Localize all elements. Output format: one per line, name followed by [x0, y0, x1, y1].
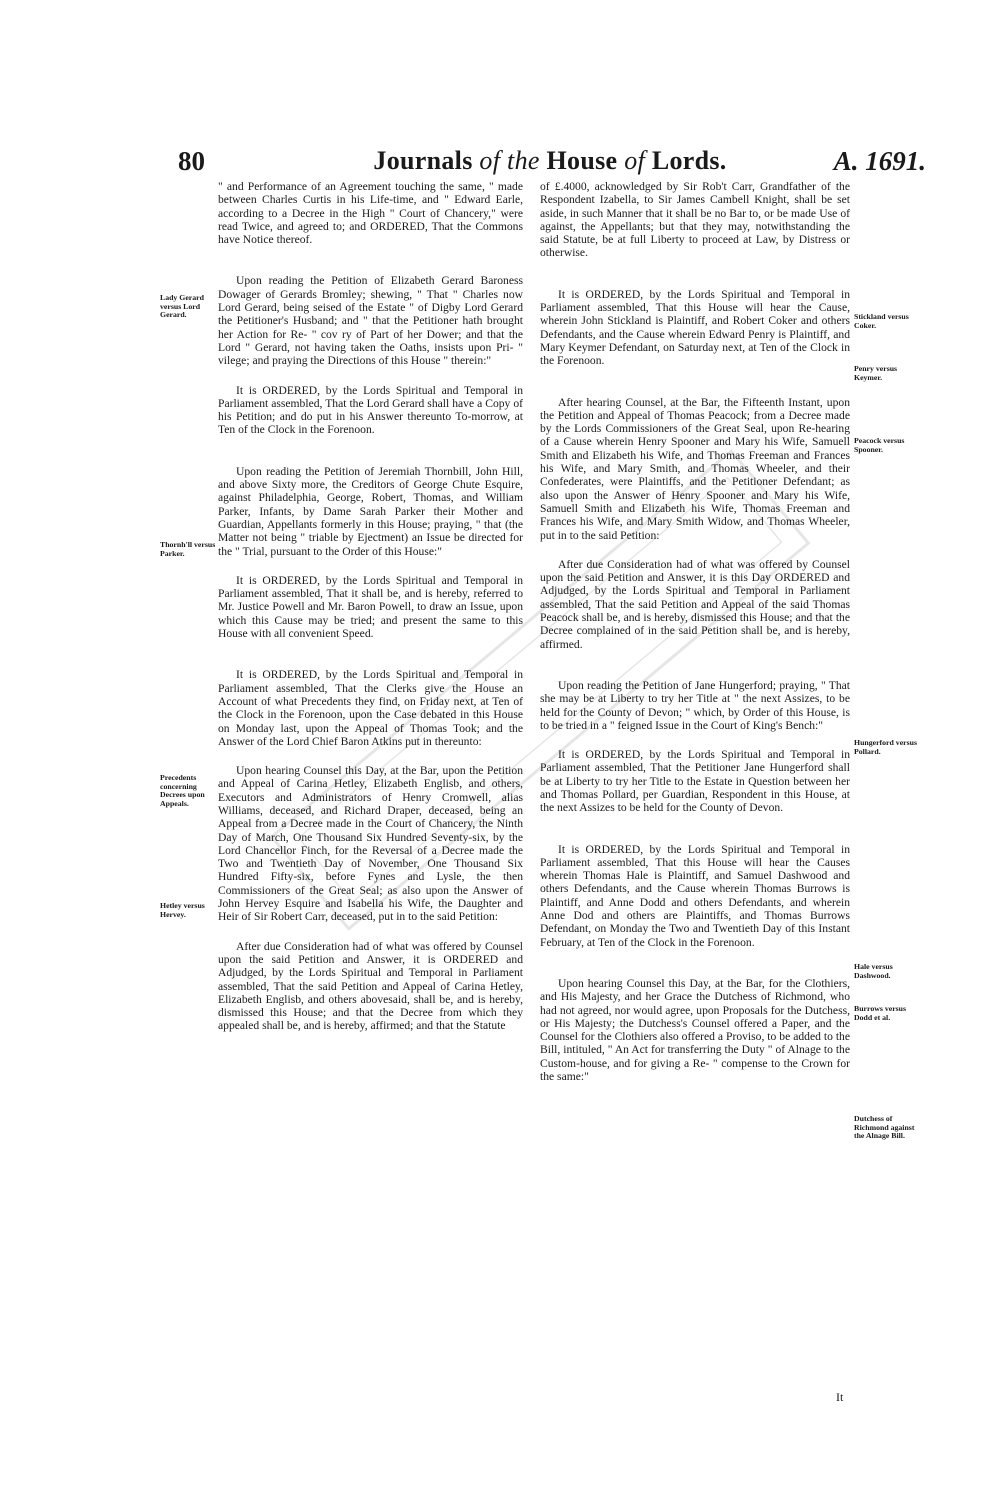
margin-note-dutchess: Dutchess of Richmond against the Alnage Bill.	[854, 1114, 915, 1141]
paragraph: Upon reading the Petition of Jeremiah Thornbill, John Hill, and above Sixty more, the Creditors of George Chute Esquire, against Philadelphia, George, Robert, Thomas, and William Parker, Infants, by Dame Sarah Parker their Mother and Guardian, Appellants formerly in this House; praying, " that (the Matter not being " triable by Ejectment) an Issue be directed for the " Trial, pursuant to the Order of this House:"	[218, 464, 523, 558]
catchword: It	[836, 1390, 844, 1404]
paragraph: Upon hearing Counsel this Day, at the Bar, for the Clothiers, and His Majesty, and her Grace the Dutchess of Richmond, who had not agreed, nor would agree, upon Proposals for the Dutchess, or His Majesty; the Dutchess's Counsel offered a Paper, and the Counsel for the Clothiers also offered a Proviso, to be added to the Bill, intituled, " An Act for transferring the Duty " of Alnage to the Custom-house, and for giving a Re- " compense to the Crown for the same:"	[540, 976, 850, 1084]
paragraph: It is ORDERED, by the Lords Spiritual and Temporal in Parliament assembled, That this House will hear the Causes wherein Thomas Hale is Plaintiff, and Samuel Dashwood and others Defendants, and the Cause wherein Thomas Burrows is Plaintiff, and Anne Dodd and others Defendants, and wherein Anne Dod and others are Plaintiffs, and Thomas Burrows Defendant, on Monday the Two and Twentieth Day of this Instant February, at Ten of the Clock in the Forenoon.	[540, 842, 850, 949]
paragraph: of £.4000, acknowledged by Sir Rob't Carr, Grandfather of the Respondent Izabella, to Sir James Cambell Knight, shall be set aside, in such Manner that it shall be no Bar to, or be made Use of against, the Appellants; but that they may, notwithstanding the said Statute, be at full Liberty to proceed at Law, by Distress or otherwise.	[540, 180, 850, 260]
margin-note-peacock: Peacock versus Spooner.	[854, 436, 905, 454]
paragraph: Upon hearing Counsel this Day, at the Bar, upon the Petition and Appeal of Carina Hetley, Elizabeth Englisb, and others, Executors and Administrators of Henry Cromwell, alias Williams, deceased, and Richard Draper, deceased, being an Appeal from a Decree made in the Court of Chancery, the Ninth Day of March, One Thousand Six Hundred Seventy-six, by the Lord Chancellor Finch, for the Reversal of a Decree made the Two and Twentieth Day of November, One Thousand Six Hundred Fifty-six, before Fynes and Lysle, the then Commissioners of the Great Seal; as also upon the Answer of John Hervey Esquire and Isabella his Wife, the Daughter and Heir of Sir Robert Carr, deceased, put in to the said Petition:	[218, 764, 523, 924]
year-label: A. 1691.	[833, 146, 926, 176]
page-number: 80	[178, 146, 205, 176]
left-column	[218, 180, 523, 1049]
paragraph: It is ORDERED, by the Lords Spiritual and Temporal in Parliament assembled, That it shall be, and is hereby, referred to Mr. Justice Powell and Mr. Baron Powell, to draw an Issue, upon which this Cause may be tried; and present the same to this House with all convenient Speed.	[218, 573, 523, 641]
paragraph: After due Consideration had of what was offered by Counsel upon the said Petition and Answer, it is this Day ORDERED and Adjudged, by the Lords Spiritual and Temporal in Parliament assembled, That the said Petition and Appeal of the said Thomas Peacock shall be, and is hereby, dismissed this House; and that the Decree complained of in the said Petition shall be, and is hereby, affirmed.	[540, 557, 850, 651]
paragraph: It is ORDERED, by the Lords Spiritual and Temporal in Parliament assembled, That the Lord Gerard shall have a Copy of his Petition; and do put in his Answer thereunto To-morrow, at Ten of the Clock in the Forenoon.	[218, 383, 523, 437]
margin-note-penry: Penry versus Keymer.	[854, 364, 898, 382]
paragraph: Upon reading the Petition of Jane Hungerford; praying, " That she may be at Liberty to try her Title at " the next Assizes, to be held for the County of Devon; " which, by Order of this House, is to be tried in a " feigned Issue in the Court of King's Bench:"	[540, 678, 850, 732]
margin-note-hungerford: Hungerford versus Pollard.	[854, 738, 918, 756]
margin-note-precedents: Precedents concerning Decrees upon Appeals.	[160, 773, 205, 808]
right-column	[540, 180, 850, 1099]
margin-note-lady-gerard: Lady Gerard versus Lord Gerard.	[160, 293, 204, 320]
margin-note-thornhill: Thornh'll versus Parker.	[160, 540, 216, 558]
paragraph: It is ORDERED, by the Lords Spiritual and Temporal in Parliament assembled, That the Clerks give the House an Account of what Precedents they find, on Friday next, at Ten of the Clock in the Forenoon, upon the Case debated in this House on Monday last, upon the Appeal of Thomas Took; and the Answer of the Lord Chief Baron Atkins put in thereunto:	[218, 668, 523, 748]
paragraph: After hearing Counsel, at the Bar, the Fifteenth Instant, upon the Petition and Appeal of Thomas Peacock; from a Decree made by the Lords Commissioners of the Great Seal, upon Re-hearing of a Cause wherein Henry Spooner and Mary his Wife, Samuell Smith and Elizabeth his Wife, and Thomas Freeman and Frances his Wife, and Mary Smith, and Thomas Wheeler, and their Confederates, were Plaintiffs, and the Petitioner Defendant; as also upon the Answer of Henry Spooner and Mary his Wife, Samuell Smith and Elizabeth his Wife, Thomas Freeman and Frances his Wife, and Mary Smith Widow, and Thomas Wheeler, put in to the said Petition:	[540, 395, 850, 542]
paragraph: After due Consideration had of what was offered by Counsel upon the said Petition and Answer, it is ORDERED and Adjudged, by the Lords Spiritual and Temporal in Parliament assembled, That the said Petition and Appeal of Carina Hetley, Elizabeth Englisb, and others abovesaid, shall be, and is hereby, dismissed this House; and that the Decree from which they appealed shall be, and is hereby, affirmed; and that the Statute	[218, 939, 523, 1033]
paragraph: Upon reading the Petition of Elizabeth Gerard Baroness Dowager of Gerards Bromley; shewing, " That " Charles now Lord Gerard, being seised of the Estate " of Digby Lord Gerard the Petitioner's Husband; and " that the Petitioner hath brought her Action for Re- " cov ry of Part of her Dower; and that the Lord " Gerard, not having taken the Oaths, insists upon Pri- " vilege; and praying the Directions of this House " therein:"	[218, 274, 523, 368]
margin-note-hetley: Hetley versus Hervey.	[160, 901, 205, 919]
page-header	[170, 146, 930, 178]
margin-note-hale: Hale versus Dashwood.	[854, 962, 893, 980]
margin-note-burrows: Burrows versus Dodd et al.	[854, 1004, 907, 1022]
paragraph: It is ORDERED, by the Lords Spiritual and Temporal in Parliament assembled, That the Petitioner Jane Hungerford shall be at Liberty to try her Title to the Estate in Question between her and Thomas Pollard, per Guardian, Respondent in this House, at the next Assizes to be held for the County of Devon.	[540, 748, 850, 815]
paragraph: " and Performance of an Agreement touching the same, " made between Charles Curtis in his Life-time, and " Edward Earle, according to a Decree in the High " Court of Chancery," were read Twice, and agreed to; and ORDERED, That the Commons have Notice thereof.	[218, 180, 523, 247]
journal-title: Journals of the House of Lords.	[373, 146, 727, 175]
paragraph: It is ORDERED, by the Lords Spiritual and Temporal in Parliament assembled, That this House will hear the Cause, wherein John Stickland is Plaintiff, and Robert Coker and others Defendants, and the Cause wherein Edward Penry is Plaintiff, and Mary Keymer Defendant, on Saturday next, at Ten of the Clock in the Forenoon.	[540, 287, 850, 368]
margin-note-stickland: Stickland versus Coker.	[854, 312, 909, 330]
